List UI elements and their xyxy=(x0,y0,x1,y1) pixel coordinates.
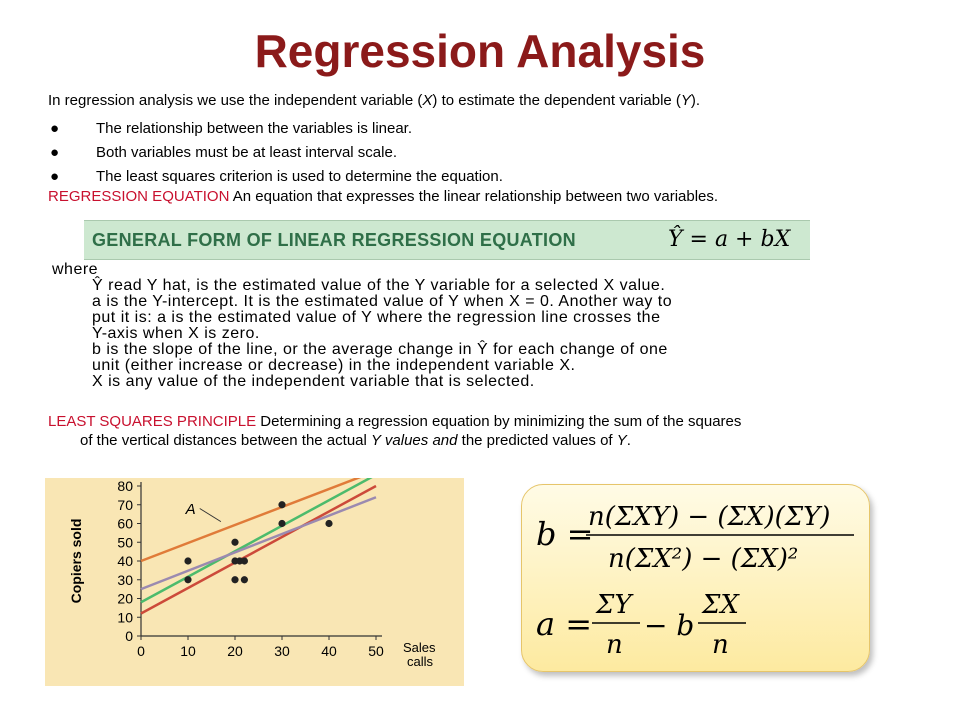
a-denominator: n xyxy=(606,630,623,660)
y-tick-label: 80 xyxy=(117,478,133,494)
x-tick-label: 50 xyxy=(368,643,384,659)
regression-line xyxy=(141,478,376,602)
y-tick-label: 10 xyxy=(117,609,133,626)
y-tick-label: 30 xyxy=(117,571,133,588)
data-point xyxy=(241,576,248,583)
page-title: Regression Analysis xyxy=(254,25,706,77)
data-point xyxy=(241,557,248,564)
y-tick-label: 70 xyxy=(117,496,133,513)
definition-text: Determining a regression equation by minimizing the sum of the squares xyxy=(256,413,742,430)
general-form-banner xyxy=(84,220,810,260)
y-tick-label: 20 xyxy=(117,590,133,607)
y-axis-label: Copiers sold xyxy=(68,518,84,604)
y-tick-label: 50 xyxy=(117,534,133,551)
intro-x: X xyxy=(422,92,433,109)
a-minus-b: − b xyxy=(644,609,695,642)
x-tick-label: 30 xyxy=(274,643,290,659)
annotation-label: A xyxy=(185,501,196,519)
data-point xyxy=(278,520,285,527)
b-denominator: n(ΣX²) − (ΣX)² xyxy=(608,544,799,574)
bullet-icon: ● xyxy=(50,144,60,161)
definition-text: . xyxy=(626,432,631,449)
regression-line xyxy=(141,497,376,589)
x-axis-label: Sales xyxy=(403,640,436,655)
data-point xyxy=(184,557,191,564)
general-form-equation: Ŷ = a + bX xyxy=(668,227,791,252)
where-line: a is the Y-intercept. It is the estimated value of Y when X = 0. Another way to xyxy=(92,293,673,310)
a-numerator-sum-y: ΣY xyxy=(596,590,632,620)
annotation-pointer xyxy=(200,509,221,522)
y-tick-label: 60 xyxy=(117,515,133,532)
where-definitions xyxy=(52,262,932,390)
a-lhs: a = xyxy=(536,605,593,643)
bullet-list xyxy=(48,117,908,189)
intro-text: In regression analysis we use the independent variable ( xyxy=(48,92,423,109)
least-squares-definition xyxy=(48,412,928,450)
intro-y: Y xyxy=(680,92,691,109)
scatter-chart-panel xyxy=(45,478,464,686)
bullet-icon: ● xyxy=(50,168,60,185)
x-tick-label: 10 xyxy=(180,643,196,659)
regression-equation-definition xyxy=(48,188,928,205)
bullet-icon: ● xyxy=(50,120,60,137)
where-line: b is the slope of the line, or the average change in Ŷ for each change of one xyxy=(92,341,668,358)
data-point xyxy=(231,576,238,583)
y-tick-label: 40 xyxy=(117,553,133,569)
bullet-text: The least squares criterion is used to determine the equation. xyxy=(96,168,503,185)
where-line: X is any value of the independent variable that is selected. xyxy=(92,373,535,390)
bullet-item xyxy=(48,165,908,189)
definition-term: REGRESSION EQUATION xyxy=(48,188,230,205)
data-point xyxy=(325,520,332,527)
where-title: where xyxy=(52,261,99,278)
general-form-label: GENERAL FORM OF LINEAR REGRESSION EQUATION xyxy=(92,230,576,250)
definition-text: Y values and xyxy=(371,432,458,449)
regression-line xyxy=(141,486,376,614)
x-tick-label: 0 xyxy=(137,643,145,659)
intro-text: ) to estimate the dependent variable ( xyxy=(432,92,681,109)
bullet-text: Both variables must be at least interval scale. xyxy=(96,144,397,161)
definition-term: LEAST SQUARES PRINCIPLE xyxy=(48,413,257,430)
b-numerator: n(ΣXY) − (ΣX)(ΣY) xyxy=(588,502,831,532)
definition-text: the predicted values of xyxy=(457,432,617,449)
where-line: Y-axis when X is zero. xyxy=(92,325,260,342)
definition-text: Y xyxy=(616,432,627,449)
data-point xyxy=(231,539,238,546)
scatter-chart xyxy=(45,478,464,686)
definition-continuation xyxy=(48,431,928,450)
formula-box xyxy=(521,484,870,672)
intro-text: ). xyxy=(690,92,701,109)
a-denominator: n xyxy=(712,630,729,660)
where-line: put it is: a is the estimated value of Y where the regression line crosses the xyxy=(92,309,661,326)
y-tick-label: 0 xyxy=(125,628,133,644)
bullet-item xyxy=(48,117,908,141)
where-line: unit (either increase or decrease) in the independent variable X. xyxy=(92,357,576,374)
where-line: Ŷ read Y hat, is the estimated value of the Y variable for a selected X value. xyxy=(92,277,666,294)
formula-svg xyxy=(522,485,869,671)
data-point xyxy=(184,576,191,583)
a-numerator-sum-x: ΣX xyxy=(702,590,739,620)
bullet-text: The relationship between the variables is linear. xyxy=(96,120,413,137)
x-axis-label: calls xyxy=(407,654,434,669)
data-point xyxy=(278,501,285,508)
definition-text: An equation that expresses the linear relationship between two variables. xyxy=(229,188,719,205)
bullet-item xyxy=(48,141,908,165)
x-tick-label: 40 xyxy=(321,643,337,659)
intro-paragraph xyxy=(48,92,928,109)
b-lhs: b = xyxy=(536,515,594,553)
definition-text: of the vertical distances between the actual xyxy=(80,432,372,449)
x-tick-label: 20 xyxy=(227,643,243,659)
